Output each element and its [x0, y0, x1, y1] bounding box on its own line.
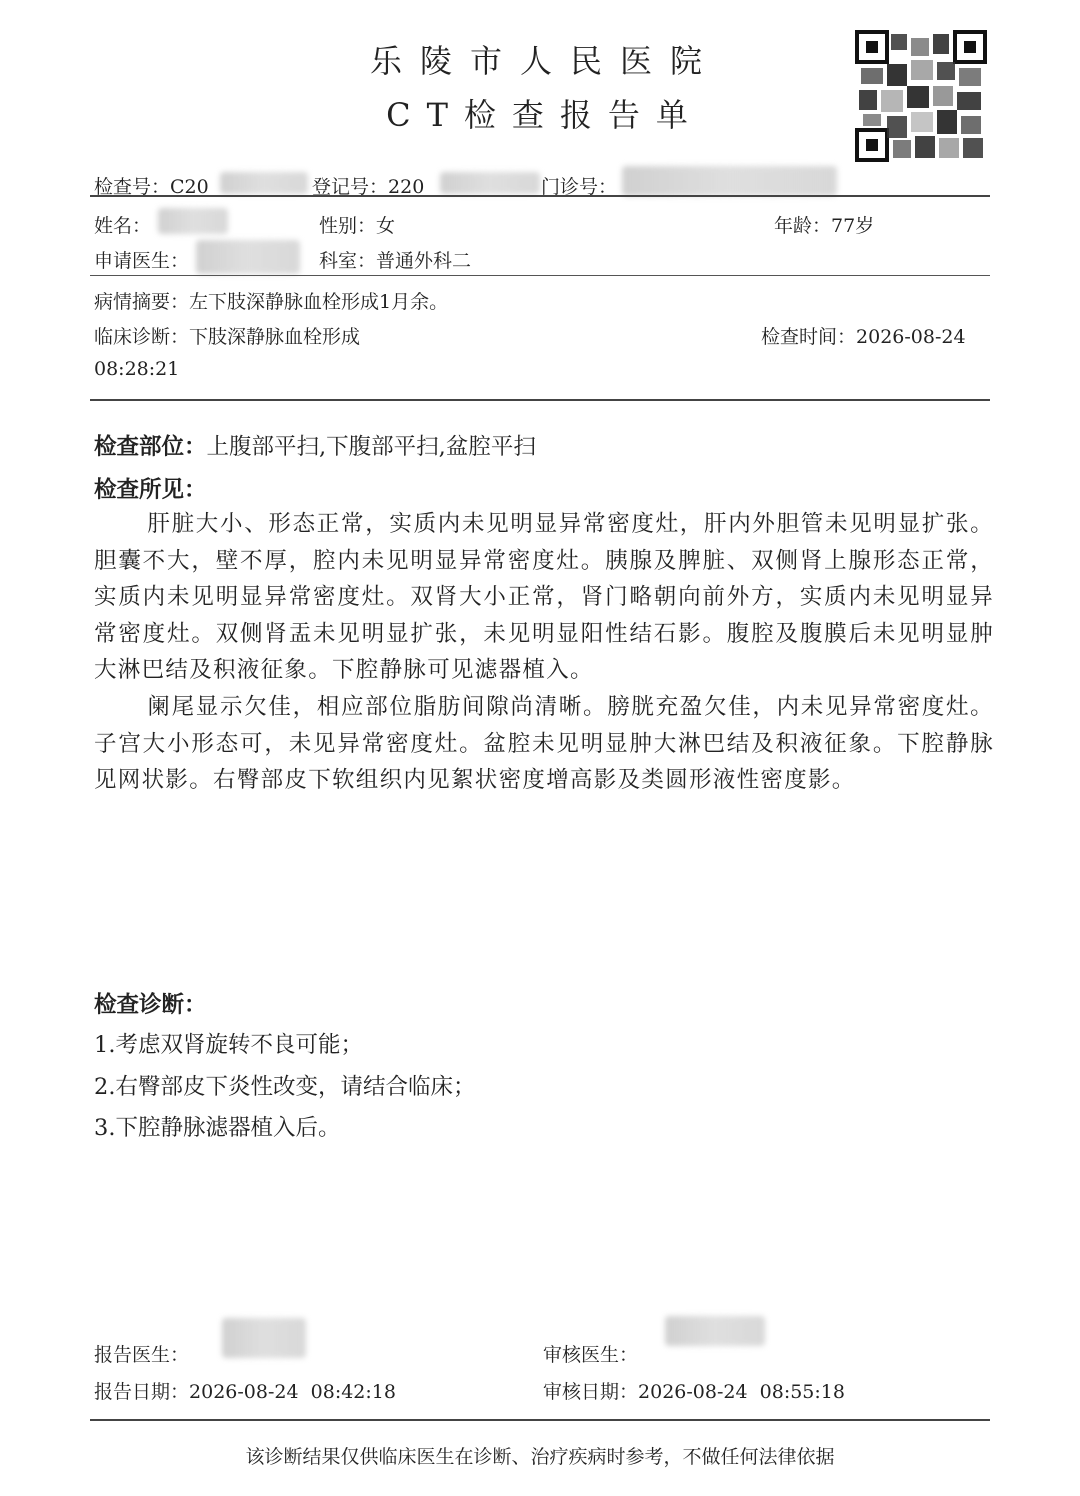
- age-value: 77岁: [831, 215, 875, 237]
- review-doctor-label: 审核医生：: [543, 1344, 639, 1366]
- gender-value: 女: [376, 215, 396, 237]
- redacted-report-doctor: [222, 1318, 306, 1358]
- findings-paragraph-1: [94, 506, 994, 689]
- exam-site-value: 上腹部平扫,下腹部平扫,盆腔平扫: [206, 434, 536, 460]
- redacted-review-doctor: [665, 1316, 765, 1346]
- disclaimer-note: 该诊断结果仅供临床医生在诊断、治疗疾病时参考，不做任何法律依据: [245, 1446, 835, 1468]
- exam-number-label: 检查号：: [94, 176, 171, 198]
- clinical-diagnosis-value: 下肢深静脉血栓形成: [189, 326, 361, 348]
- findings-paragraph-2: [94, 689, 994, 799]
- exam-time-date: 2026-08-24: [856, 326, 966, 348]
- clinical-diagnosis-label: 临床诊断：: [94, 326, 190, 348]
- findings-heading: 检查所见：: [94, 477, 207, 503]
- report-title: CT检查报告单: [386, 96, 704, 134]
- redacted-patient-name: [158, 208, 228, 234]
- divider: [90, 195, 990, 197]
- report-date: [94, 1377, 396, 1404]
- department-label: 科室：: [319, 250, 377, 272]
- requesting-doctor-label: 申请医生：: [94, 250, 190, 272]
- diagnosis-item: 1.考虑双肾旋转不良可能；: [94, 1032, 363, 1058]
- exam-diagnosis-heading: 检查诊断：: [94, 992, 207, 1018]
- report-date-value: 2026-08-24 08:42:18: [189, 1381, 396, 1403]
- condition-summary-label: 病情摘要：: [94, 291, 190, 313]
- outpatient-number-label: 门诊号：: [541, 176, 618, 198]
- patient-age: [774, 211, 874, 238]
- patient-gender: [319, 211, 395, 238]
- exam-time-clock: 08:28:21: [94, 358, 180, 380]
- divider: [90, 1419, 990, 1421]
- report-doctor-label: 报告医生：: [94, 1344, 190, 1366]
- findings-paragraph-1-text: 肝脏大小、形态正常，实质内未见明显异常密度灶，肝内外胆管未见明显扩张。胆囊不大，壁不厚，腔内未见明显异常密度灶。胰腺及脾脏、双侧肾上腺形态正常，实质内未见明显异常密度灶。双肾大小正常，肾门略朝向前外方，实质内未见明显异常密度灶。双侧肾盂未见明显扩张，未见明显阳性结石影。腹腔及腹膜后未见明显肿大淋巴结及积液征象。下腔静脉可见滤器植入。: [94, 511, 994, 683]
- review-date-label: 审核日期：: [543, 1381, 639, 1403]
- exam-number-value: C20: [170, 176, 209, 198]
- divider: [90, 275, 990, 276]
- condition-summary-value: 左下肢深静脉血栓形成1月余。: [189, 291, 449, 313]
- exam-site-label: 检查部位：: [94, 434, 207, 460]
- department: [319, 246, 471, 273]
- review-date-value: 2026-08-24 08:55:18: [638, 1381, 845, 1403]
- divider: [90, 399, 990, 401]
- exam-time: [761, 322, 966, 349]
- redacted-registration-number: [440, 172, 540, 194]
- diagnosis-item: 2.右臀部皮下炎性改变，请结合临床；: [94, 1074, 476, 1100]
- exam-site: [94, 429, 536, 461]
- diagnosis-item: 3.下腔静脉滤器植入后。: [94, 1115, 341, 1141]
- exam-time-label: 检查时间：: [761, 326, 857, 348]
- department-value: 普通外科二: [376, 250, 472, 272]
- review-date: [543, 1377, 845, 1404]
- report-date-label: 报告日期：: [94, 1381, 190, 1403]
- redacted-exam-number: [220, 172, 308, 194]
- redacted-requesting-doctor: [196, 240, 300, 274]
- qr-code-icon: [855, 30, 987, 162]
- redacted-outpatient-number: [622, 166, 837, 196]
- clinical-diagnosis: [94, 322, 360, 349]
- patient-name-label: 姓名：: [94, 215, 152, 237]
- registration-number-value: 220: [388, 176, 425, 198]
- age-label: 年龄：: [774, 215, 832, 237]
- condition-summary: [94, 287, 448, 314]
- hospital-name: 乐陵市人民医院: [369, 42, 720, 80]
- findings-paragraph-2-text: 阑尾显示欠佳，相应部位脂肪间隙尚清晰。膀胱充盈欠佳，内未见异常密度灶。子宫大小形态可，未见异常密度灶。盆腔未见明显肿大淋巴结及积液征象。下腔静脉见网状影。右臀部皮下软组织内见絮状密度增高影及类圆形液性密度影。: [94, 694, 994, 793]
- registration-number-label: 登记号：: [312, 176, 389, 198]
- gender-label: 性别：: [319, 215, 377, 237]
